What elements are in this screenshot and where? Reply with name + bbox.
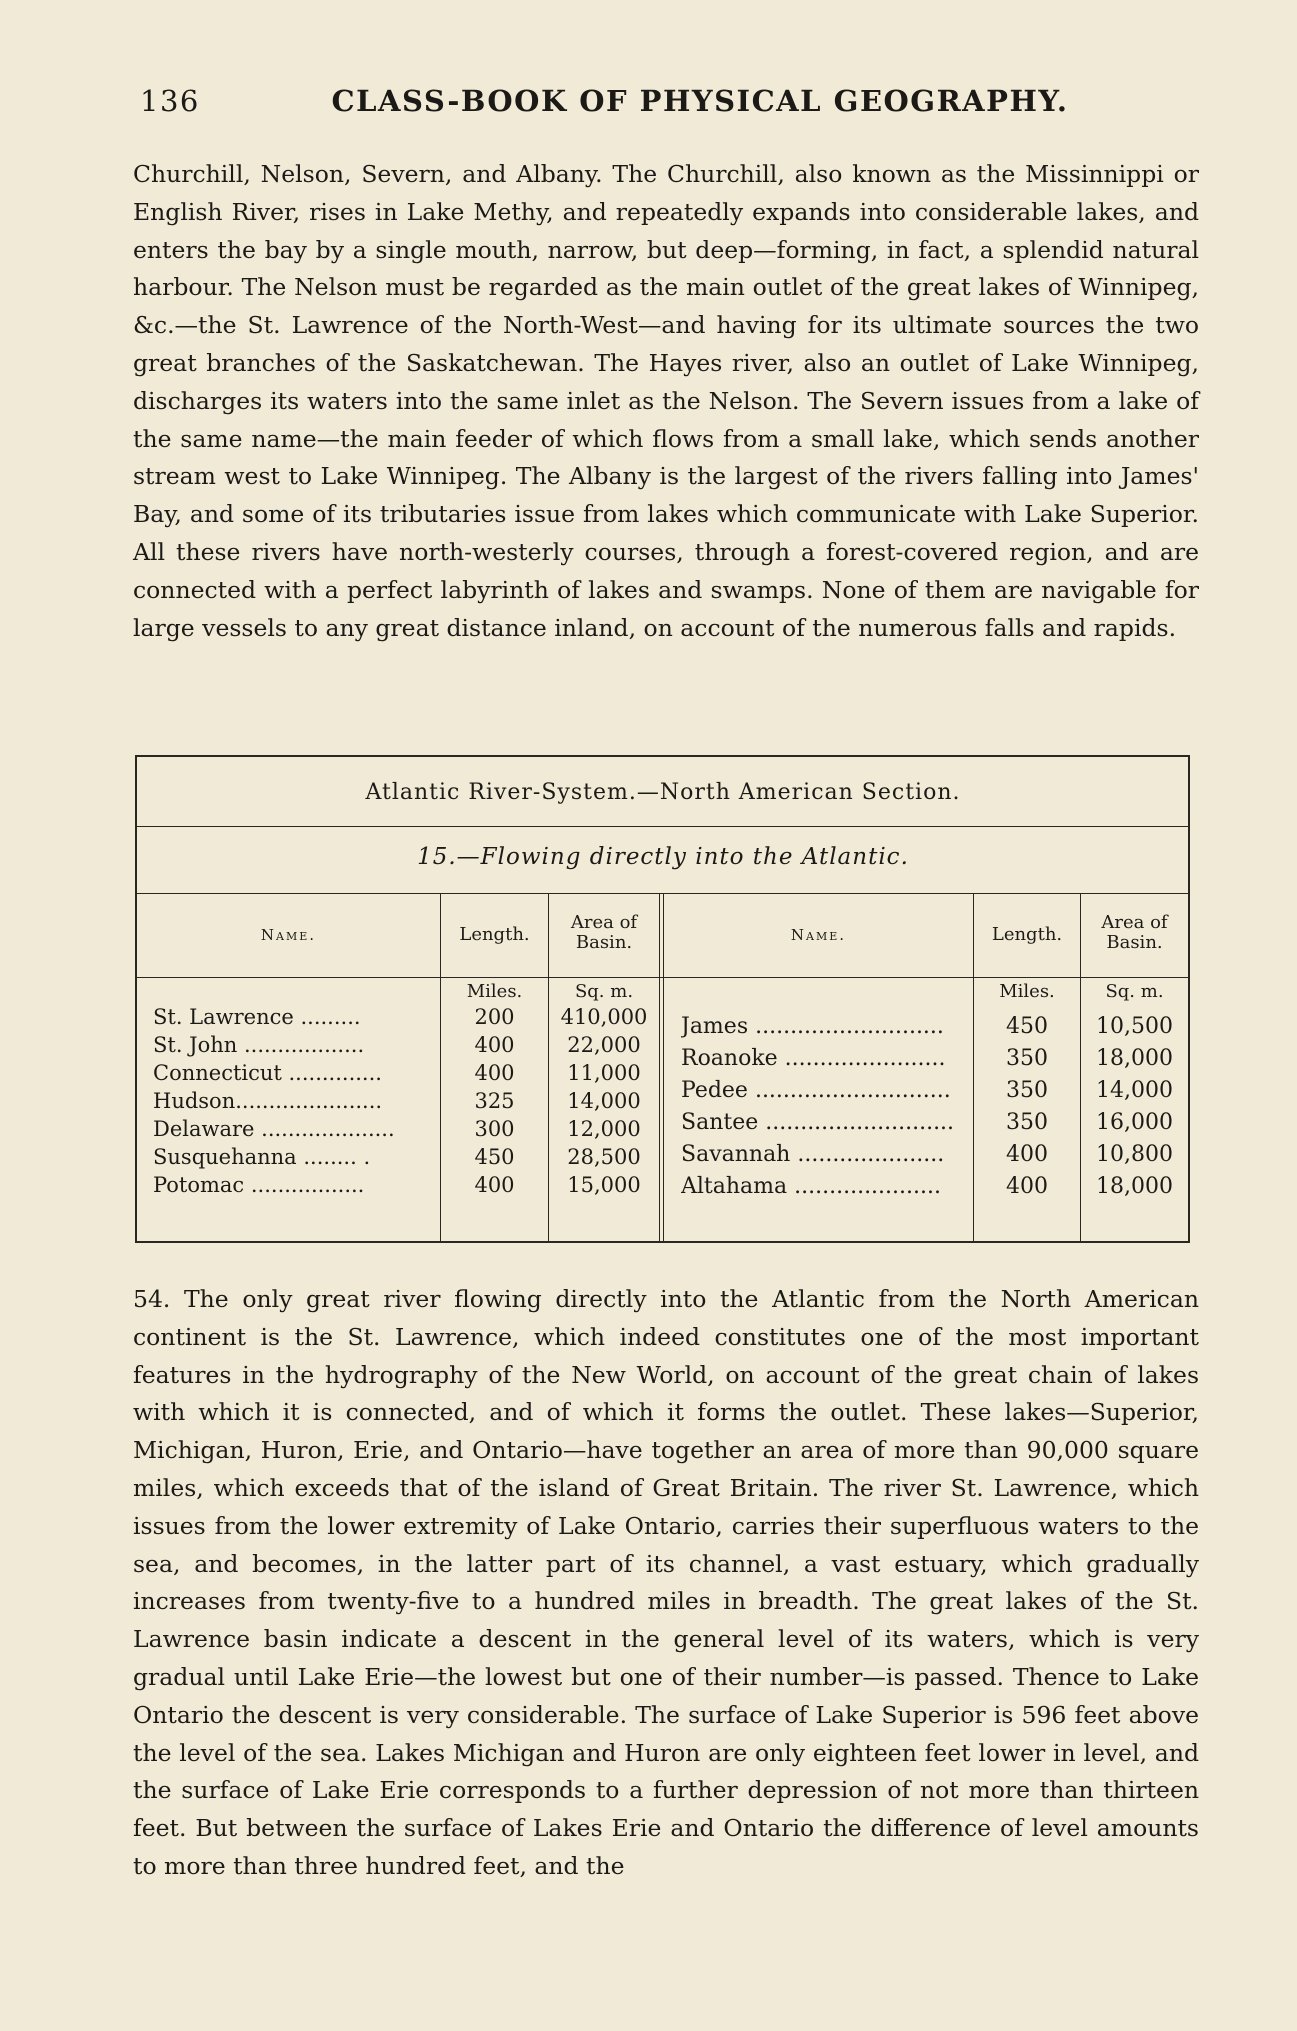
right-row-length: 350: [1006, 1078, 1048, 1103]
header-name-left: Name.: [260, 926, 317, 944]
left-row-area: 15,000: [567, 1173, 641, 1197]
header-area-right: [1081, 913, 1188, 953]
right-area-column: [1081, 1011, 1188, 1203]
right-row-name: Pedee ............................: [681, 1078, 951, 1103]
right-row-length: 350: [1006, 1110, 1048, 1135]
left-row-length: 300: [474, 1117, 515, 1141]
header-area-line1: Area of: [570, 912, 638, 933]
right-name-column: [681, 1011, 971, 1203]
left-row-name: Potomac .................: [153, 1173, 365, 1197]
right-row-area: 14,000: [1096, 1078, 1173, 1103]
left-row-length: 200: [474, 1005, 515, 1029]
right-row-name: Savannah .....................: [681, 1142, 945, 1167]
left-row-name: St. John ..................: [153, 1033, 365, 1057]
page-header: [140, 84, 1200, 128]
unit-miles-left: Miles.: [466, 981, 523, 1002]
table-title: Atlantic River-System.—North American Section.: [365, 780, 961, 805]
unit-sqm-right: Sq. m.: [1105, 981, 1164, 1002]
left-row-area: 28,500: [567, 1145, 641, 1169]
unit-sqm-left: Sq. m.: [574, 981, 634, 1002]
right-row-name: Santee ...........................: [681, 1110, 955, 1135]
left-row-area: 12,000: [567, 1117, 641, 1141]
left-row-area: 14,000: [567, 1089, 641, 1113]
page-number: 136: [140, 84, 200, 118]
left-row-length: 450: [474, 1145, 515, 1169]
left-name-column: [153, 1003, 438, 1199]
left-row-length: 325: [474, 1089, 515, 1113]
paragraph-intro: Churchill, Nelson, Severn, and Albany. The Churchill, also known as the Missinnippi or English River, rises in Lake Methy, and repeatedly expands into considerable lakes, and enters the bay by a single mouth, narrow, but deep—forming, in fact, a splendid natural harbour. The Nelson must be regarded as the main outlet of the great lakes of Winnipeg, &c.—the St. Lawrence of the North-West—and having for its ultimate sources the two great branches of the Saskatchewan. The Hayes river, also an outlet of Lake Winnipeg, discharges its waters into the same inlet as the Nelson. The Severn issues from a lake of the same name—the main feeder of which flows from a small lake, which sends another stream west to Lake Winnipeg. The Albany is the largest of the rivers falling into James' Bay, and some of its tributaries issue from lakes which communicate with Lake Superior. All these rivers have north-westerly courses, through a forest-covered region, and are connected with a perfect labyrinth of lakes and swamps. None of them are navigable for large vessels to any great distance inland, on account of the numerous falls and rapids.: [133, 160, 1199, 642]
left-row-name: Susquehanna ........ .: [153, 1145, 371, 1169]
right-row-area: 10,500: [1096, 1014, 1173, 1039]
header-length-right: Length.: [991, 924, 1063, 945]
left-row-length: 400: [474, 1173, 515, 1197]
header-name-right: Name.: [790, 926, 847, 944]
header-area-line1: Area of: [1101, 912, 1168, 933]
right-row-area: 18,000: [1096, 1174, 1173, 1199]
left-row-area: 11,000: [567, 1061, 641, 1085]
header-area-left: [549, 913, 659, 953]
header-area-line2: Basin.: [575, 932, 633, 953]
left-row-name: Connecticut ..............: [153, 1061, 382, 1085]
table-subtitle: 15.—Flowing directly into the Atlantic.: [417, 844, 909, 870]
left-row-length: 400: [474, 1061, 515, 1085]
paragraph-54: 54. The only great river flowing directly into the Atlantic from the North American continent is the St. Lawrence, which indeed constitutes one of the most important features in the hydrography of the New World, on account of the great chain of lakes with which it is connected, and of which it forms the outlet. These lakes—Superior, Michigan, Huron, Erie, and Ontario—have together an area of more than 90,000 square miles, which exceeds that of the island of Great Britain. The river St. Lawrence, which issues from the lower extremity of Lake Ontario, carries their superfluous waters to the sea, and becomes, in the latter part of its channel, a vast estuary, which gradually increases from twenty-five to a hundred miles in breadth. The great lakes of the St. Lawrence basin indicate a descent in the general level of its waters, which is very gradual until Lake Erie—the lowest but one of their number—is passed. Thence to Lake Ontario the descent is very considerable. The surface of Lake Superior is 596 feet above the level of the sea. Lakes Michigan and Huron are only eighteen feet lower in level, and the surface of Lake Erie corresponds to a further depression of not more than thirteen feet. But between the surface of Lakes Erie and Ontario the difference of level amounts to more than three hundred feet, and the: [133, 1285, 1199, 1880]
header-area-line2: Basin.: [1106, 932, 1163, 953]
left-row-name: Hudson......................: [153, 1089, 383, 1113]
right-row-name: Roanoke .......................: [681, 1046, 946, 1071]
left-row-area: 410,000: [560, 1005, 648, 1029]
right-row-length: 450: [1006, 1014, 1048, 1039]
left-length-column: [441, 1003, 548, 1199]
unit-miles-right: Miles.: [999, 981, 1055, 1002]
right-length-column: [974, 1011, 1080, 1203]
left-row-name: St. Lawrence .........: [153, 1005, 361, 1029]
running-title: CLASS-BOOK OF PHYSICAL GEOGRAPHY.: [331, 84, 1069, 118]
right-row-name: Altahama .....................: [681, 1174, 941, 1199]
header-length-left: Length.: [459, 924, 530, 945]
right-row-length: 400: [1006, 1174, 1048, 1199]
right-row-area: 16,000: [1096, 1110, 1173, 1135]
left-row-name: Delaware ....................: [153, 1117, 395, 1141]
river-table: [133, 755, 1193, 1245]
left-row-length: 400: [474, 1033, 515, 1057]
right-row-area: 10,800: [1096, 1142, 1173, 1167]
right-row-area: 18,000: [1096, 1046, 1173, 1071]
right-row-length: 350: [1006, 1046, 1048, 1071]
left-area-column: [549, 1003, 659, 1199]
right-row-name: James ...........................: [681, 1014, 944, 1039]
left-row-area: 22,000: [567, 1033, 641, 1057]
right-row-length: 400: [1006, 1142, 1048, 1167]
